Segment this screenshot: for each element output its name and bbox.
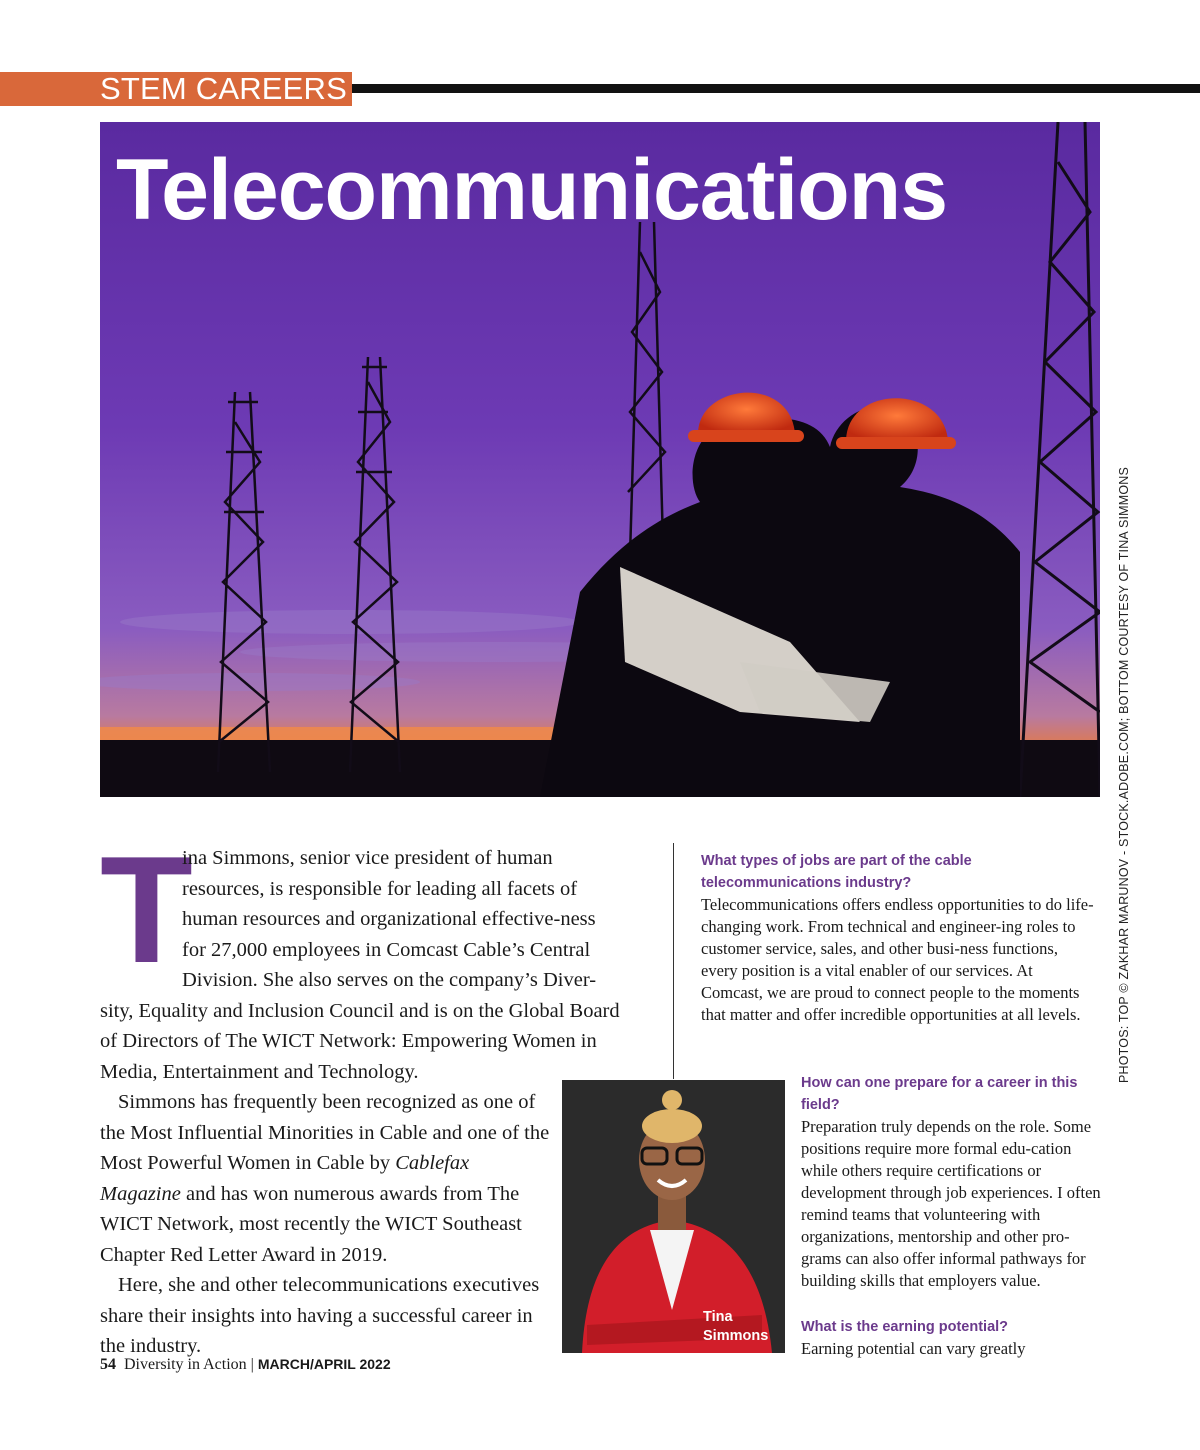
qa-answer: Telecommunications offers endless opportunities to do life-changing work. From technical and engineer-ing roles to customer service, sales, and other busi-ness functions, every position is a vital enabler of our services. At Comcast, we are proud to connect people to the moments that matter and offer incredible opportunities at all levels. (701, 895, 1094, 1024)
section-tag (0, 72, 352, 106)
portrait-photo (562, 1080, 785, 1353)
portrait-caption: Tina Simmons (703, 1309, 769, 1344)
qa-answer: Earning potential can vary greatly (801, 1339, 1026, 1358)
qa-answer: Preparation truly depends on the role. Some positions require more formal edu-cation while others require certifications or development through job experiences. I often remind teams that volunteering with organizations, mentorship and other pro-grams can also offer informal pathways for building skills that employers value. (801, 1117, 1101, 1290)
paragraph-closing: Here, she and other telecommunications executives share their insights into having a successful career in the industry. (100, 1274, 540, 1357)
footer-separator: | (250, 1356, 254, 1373)
section-rule (352, 84, 1200, 93)
publication-name: Diversity in Action (124, 1356, 247, 1373)
qa-question: How can one prepare for a career in this field? (801, 1075, 1078, 1113)
intro-paragraph: T ina Simmons, senior vice president of human resources, is responsible for leading all facets of human resources and organizational effective-ness for 27,000 employees in Comcast Cable’s Central Division. She also serves on the company’s Diver-sity, Equality and Inclusion Council and is on the Global Board of Directors of The WICT Network: Empowering Women in Media, Entertainment and Technology. (100, 825, 620, 1083)
page-footer (100, 1356, 391, 1374)
qa-question: What is the earning potential? (801, 1319, 1009, 1335)
issue-date: MARCH/APRIL 2022 (257, 1356, 391, 1372)
page-number: 54 (100, 1356, 116, 1373)
qa-question: What types of jobs are part of the cable telecommunications industry? (701, 853, 972, 891)
page-title: Telecommunications (116, 142, 948, 238)
qa-item (801, 1316, 1101, 1360)
section-label: STEM CAREERS (100, 71, 347, 106)
paragraph-recognition: Simmons has frequently been recognized as one of the Most Influential Minorities in Cable and one of the Most Powerful Women in Cable by Cablefax Magazine and has won numerous awards from The WICT Network, most recently the WICT Southeast Chapter Red Letter Award in 2019. (100, 1091, 550, 1266)
qa-item (801, 1072, 1101, 1292)
qa-item (701, 850, 1096, 1026)
photo-credit: PHOTOS: TOP © ZAKHAR MARUNOV - STOCK.ADOBE.COM; BOTTOM COURTESY OF TINA SIMMONS (1117, 466, 1131, 1083)
article-body (100, 825, 620, 1362)
hero-image (100, 122, 1100, 797)
column-divider (673, 843, 674, 1079)
drop-cap: T (100, 825, 193, 995)
